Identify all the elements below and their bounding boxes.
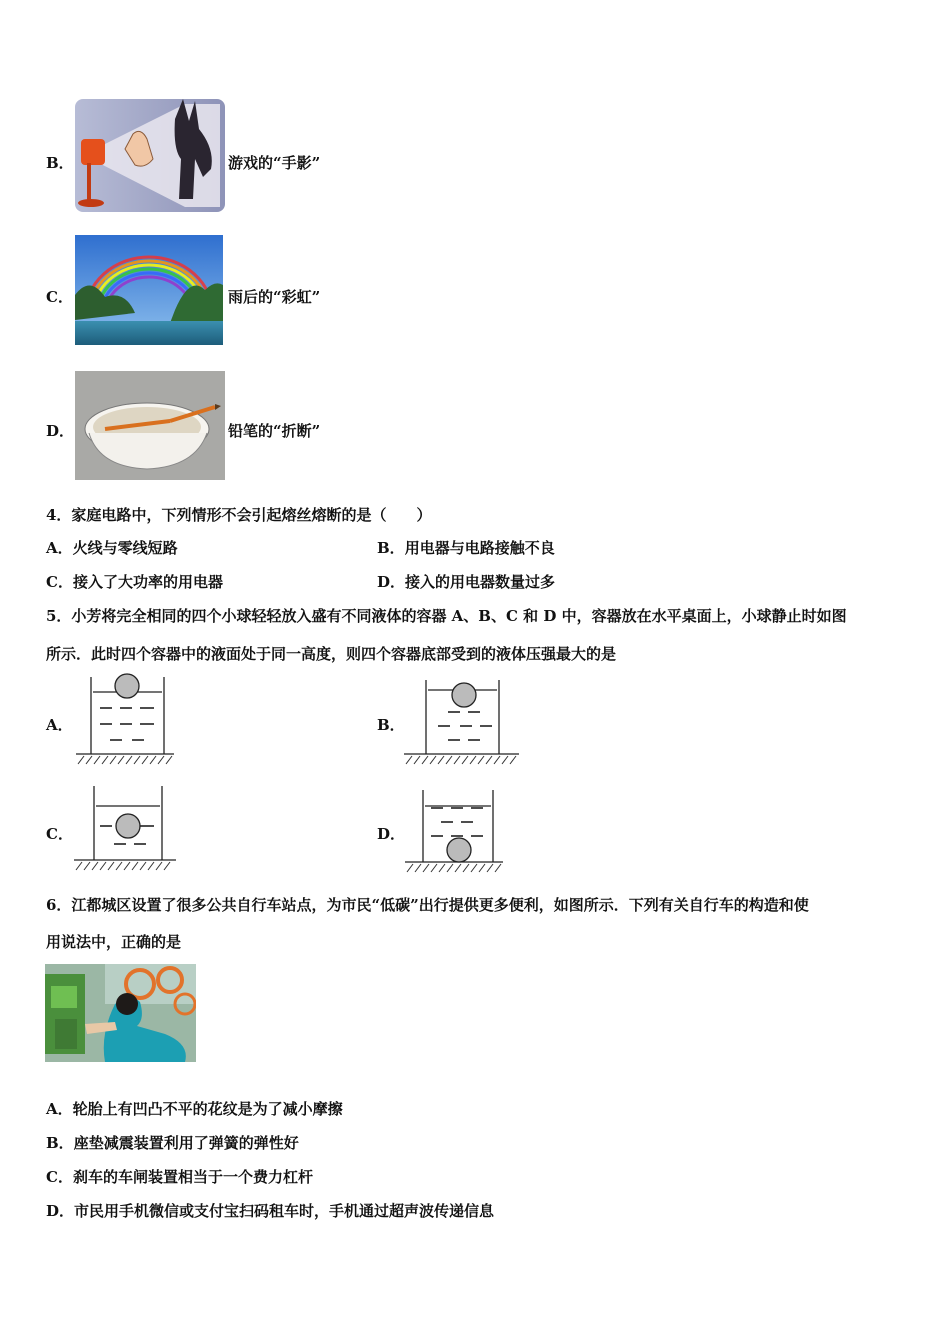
q3-option-b-text: 游戏的“手影” <box>228 154 321 172</box>
q6-option-d-text: 市民用手机微信或支付宝扫码租车时，手机通过超声波传递信息 <box>74 1202 495 1220</box>
q4-option-c <box>46 571 223 592</box>
q6-option-c <box>46 1166 313 1187</box>
container-b-diagram <box>404 672 522 768</box>
q4-option-b-text: 用电器与电路接触不良 <box>404 539 555 557</box>
q4-option-a-label: A． <box>46 539 73 557</box>
q4-option-c-label: C． <box>46 573 73 591</box>
q3-option-c-label: C． <box>46 288 73 306</box>
q3-option-c-text: 雨后的“彩虹” <box>228 288 321 306</box>
q6-option-a <box>46 1098 343 1119</box>
pencil-in-bowl-image <box>75 371 225 480</box>
q6-option-a-text: 轮胎上有凹凸不平的花纹是为了减小摩擦 <box>72 1100 343 1118</box>
container-a-diagram <box>76 672 176 768</box>
container-c-diagram <box>74 782 178 876</box>
container-d-diagram <box>405 786 505 878</box>
q4-option-a-text: 火线与零线短路 <box>72 539 178 557</box>
q5-stem-line1: 5．小芳将完全相同的四个小球轻轻放入盛有不同液体的容器 A、B、C 和 D 中，容器放在水平桌面上，小球静止时如图 <box>46 607 847 625</box>
q3-option-b-label: B． <box>46 154 74 172</box>
q5-option-c-label: C． <box>46 825 73 843</box>
q3-option-d-text: 铅笔的“折断” <box>228 422 321 440</box>
q6-option-d-label: D． <box>46 1202 75 1220</box>
q6-option-d <box>46 1200 494 1221</box>
q4-option-a <box>46 537 178 558</box>
q6-option-c-label: C． <box>46 1168 73 1186</box>
q5-option-b-label: B． <box>377 716 405 734</box>
q6-option-b-text: 座垫减震装置利用了弹簧的弹性好 <box>73 1134 299 1152</box>
q4-option-d-text: 接入的用电器数量过多 <box>405 573 556 591</box>
q4-option-d <box>377 571 555 592</box>
hand-shadow-image <box>75 99 225 212</box>
q6-option-b <box>46 1132 299 1153</box>
q5-option-d-label: D． <box>377 825 406 843</box>
q4-stem: 4．家庭电路中，下列情形不会引起熔丝熔断的是（ ） <box>46 506 432 524</box>
q3-option-d-label: D． <box>46 422 75 440</box>
q4-option-d-label: D． <box>377 573 406 591</box>
q5-option-a-label: A． <box>46 716 73 734</box>
q6-option-a-label: A． <box>46 1100 73 1118</box>
q6-stem-line1: 6．江都城区设置了很多公共自行车站点，为市民“低碳”出行提供更多便利，如图所示．下列有关自行车的构造和使 <box>46 896 809 914</box>
q6-stem-line2: 用说法中，正确的是 <box>46 933 182 951</box>
q4-option-b <box>377 537 555 558</box>
rainbow-image <box>75 235 223 345</box>
bicycle-station-photo <box>45 964 196 1062</box>
q5-stem-line2: 所示．此时四个容器中的液面处于同一高度，则四个容器底部受到的液体压强最大的是 <box>46 645 617 663</box>
q6-option-b-label: B． <box>46 1134 74 1152</box>
q6-option-c-text: 刹车的车闸装置相当于一个费力杠杆 <box>72 1168 313 1186</box>
q4-option-c-text: 接入了大功率的用电器 <box>72 573 223 591</box>
q4-option-b-label: B． <box>377 539 405 557</box>
